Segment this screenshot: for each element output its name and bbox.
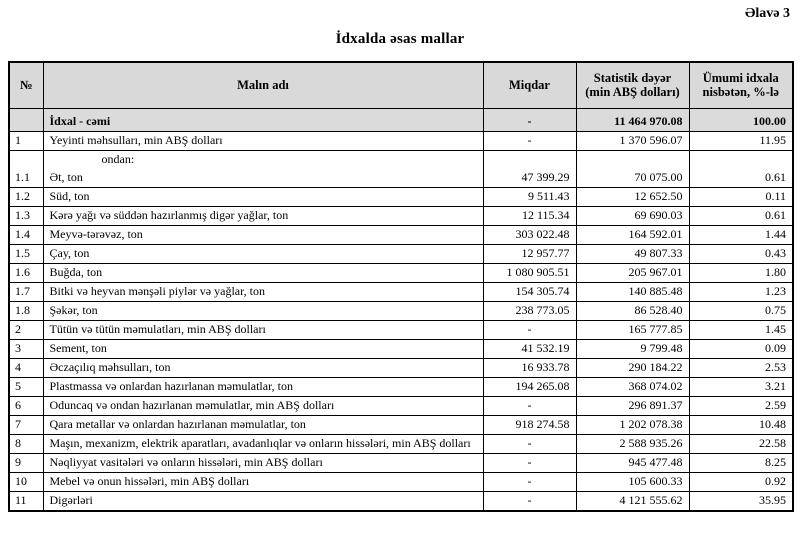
stat-value-cell: 165 777.85	[576, 320, 689, 339]
quantity-cell: -	[483, 472, 576, 491]
goods-name-text: Buğda, ton	[49, 264, 103, 279]
row-number: 1.5	[9, 244, 43, 263]
quantity-cell: -	[483, 491, 576, 511]
pct-share-cell: 100.00	[689, 108, 793, 131]
stat-value-cell: 1 202 078.38	[576, 415, 689, 434]
goods-name	[43, 206, 483, 225]
row-number: 1.2	[9, 187, 43, 206]
stat-value-cell: 49 807.33	[576, 244, 689, 263]
table-row	[9, 150, 793, 187]
pct-share-cell: 0.11	[689, 187, 793, 206]
row-number: 1.4	[9, 225, 43, 244]
goods-name	[43, 320, 483, 339]
goods-name-text: Plastmassa və onlardan hazırlanan məmulatlar, ton	[49, 378, 293, 393]
quantity-cell: -	[483, 108, 576, 131]
goods-name-text: Tütün və tütün məmulatları, min ABŞ dolları	[49, 321, 266, 336]
goods-name	[43, 263, 483, 282]
pct-share-cell: 0.61	[689, 206, 793, 225]
pct-share-cell: 2.53	[689, 358, 793, 377]
quantity-cell: -	[483, 320, 576, 339]
goods-name	[43, 339, 483, 358]
table-row	[9, 244, 793, 263]
stat-value-cell: 11 464 970.08	[576, 108, 689, 131]
pct-share-cell: 0.09	[689, 339, 793, 358]
sub-heading-ondan: ondan:	[101, 151, 135, 166]
goods-name-text: Qara metallar və onlardan hazırlanan məmulatlar, ton	[49, 416, 306, 431]
pct-share-cell: 1.23	[689, 282, 793, 301]
table-row	[9, 263, 793, 282]
goods-name	[43, 472, 483, 491]
imports-table	[8, 61, 794, 512]
row-number: 1.6	[9, 263, 43, 282]
row-number: 8	[9, 434, 43, 453]
goods-name	[43, 131, 483, 150]
goods-name	[43, 434, 483, 453]
quantity-cell: 9 511.43	[483, 187, 576, 206]
stat-value-cell: 70 075.00	[576, 150, 689, 187]
total-row	[9, 108, 793, 131]
quantity-cell: 194 265.08	[483, 377, 576, 396]
stat-value-cell: 296 891.37	[576, 396, 689, 415]
row-number: 1	[9, 131, 43, 150]
pct-share-cell: 0.61	[689, 150, 793, 187]
pct-share-cell: 11.95	[689, 131, 793, 150]
quantity-cell: 154 305.74	[483, 282, 576, 301]
table-row	[9, 320, 793, 339]
pct-share-cell: 1.45	[689, 320, 793, 339]
pct-share-cell: 0.75	[689, 301, 793, 320]
row-number: 4	[9, 358, 43, 377]
pct-share-cell: 1.80	[689, 263, 793, 282]
table-row	[9, 453, 793, 472]
pct-share-cell: 22.58	[689, 434, 793, 453]
quantity-cell: 41 532.19	[483, 339, 576, 358]
pct-share-cell: 0.92	[689, 472, 793, 491]
stat-value-cell: 368 074.02	[576, 377, 689, 396]
stat-value-cell: 205 967.01	[576, 263, 689, 282]
annex-label: Əlavə 3	[745, 6, 790, 21]
goods-name	[43, 453, 483, 472]
stat-value-cell: 945 477.48	[576, 453, 689, 472]
stat-value-cell: 290 184.22	[576, 358, 689, 377]
stat-value-cell: 1 370 596.07	[576, 131, 689, 150]
quantity-cell: -	[483, 131, 576, 150]
table-body	[9, 108, 793, 511]
quantity-cell: -	[483, 396, 576, 415]
table-row	[9, 396, 793, 415]
table-row	[9, 339, 793, 358]
header-name: Malın adı	[43, 62, 483, 108]
goods-name-text: Meyvə-tərəvəz, ton	[49, 226, 143, 241]
table-row	[9, 472, 793, 491]
row-number: 3	[9, 339, 43, 358]
pct-share-cell: 0.43	[689, 244, 793, 263]
header-no: №	[9, 62, 43, 108]
goods-name	[43, 396, 483, 415]
table-row	[9, 225, 793, 244]
pct-share-cell: 3.21	[689, 377, 793, 396]
goods-name	[43, 150, 483, 187]
goods-name-text: Digərləri	[49, 492, 93, 507]
stat-value-cell: 164 592.01	[576, 225, 689, 244]
row-number: 10	[9, 472, 43, 491]
goods-name-text: İdxal - cəmi	[49, 113, 111, 128]
row-number: 11	[9, 491, 43, 511]
goods-name-text: Kərə yağı və süddən hazırlanmış digər yağlar, ton	[49, 207, 289, 222]
goods-name-text: Ət, ton	[49, 169, 83, 184]
table-header-row	[9, 62, 793, 108]
goods-name-text: Şəkər, ton	[49, 302, 98, 317]
quantity-cell: 238 773.05	[483, 301, 576, 320]
table-row	[9, 206, 793, 225]
quantity-cell: 918 274.58	[483, 415, 576, 434]
goods-name-text: Oduncaq və ondan hazırlanan məmulatlar, min ABŞ dolları	[49, 397, 335, 412]
quantity-cell: 47 399.29	[483, 150, 576, 187]
goods-name	[43, 415, 483, 434]
pct-share-cell: 8.25	[689, 453, 793, 472]
table-row	[9, 434, 793, 453]
row-number: 1.7	[9, 282, 43, 301]
quantity-cell: 12 115.34	[483, 206, 576, 225]
pct-share-cell: 2.59	[689, 396, 793, 415]
goods-name-text: Çay, ton	[49, 245, 90, 260]
pct-share-cell: 10.48	[689, 415, 793, 434]
table-row	[9, 415, 793, 434]
goods-name	[43, 282, 483, 301]
stat-value-cell: 86 528.40	[576, 301, 689, 320]
row-number: 6	[9, 396, 43, 415]
goods-name	[43, 108, 483, 131]
quantity-cell: -	[483, 434, 576, 453]
stat-value-cell: 12 652.50	[576, 187, 689, 206]
page-title: İdxalda əsas mallar	[335, 31, 465, 47]
quantity-cell: 12 957.77	[483, 244, 576, 263]
goods-name-text: Bitki və heyvan mənşəli piylər və yağlar, ton	[49, 283, 265, 298]
quantity-cell: 1 080 905.51	[483, 263, 576, 282]
row-number: 7	[9, 415, 43, 434]
goods-name	[43, 225, 483, 244]
row-number: 2	[9, 320, 43, 339]
pct-share-cell: 1.44	[689, 225, 793, 244]
row-number: 5	[9, 377, 43, 396]
table-row	[9, 282, 793, 301]
stat-value-cell: 4 121 555.62	[576, 491, 689, 511]
row-number: 1.8	[9, 301, 43, 320]
table-row	[9, 377, 793, 396]
table-row	[9, 358, 793, 377]
stat-value-cell: 69 690.03	[576, 206, 689, 225]
goods-name-text: Nəqliyyat vasitələri və onların hissələri, min ABŞ dolları	[49, 454, 323, 469]
goods-name	[43, 301, 483, 320]
quantity-cell: -	[483, 453, 576, 472]
table-row	[9, 491, 793, 511]
goods-name-text: Sement, ton	[49, 340, 107, 355]
header-pct: Ümumi idxala nisbətən, %-lə	[689, 62, 793, 108]
goods-name	[43, 187, 483, 206]
row-number: 1.3	[9, 206, 43, 225]
stat-value-cell: 105 600.33	[576, 472, 689, 491]
table-header	[9, 62, 793, 108]
stat-value-cell: 140 885.48	[576, 282, 689, 301]
row-number	[9, 108, 43, 131]
table-row	[9, 131, 793, 150]
table-row	[9, 187, 793, 206]
stat-value-cell: 2 588 935.26	[576, 434, 689, 453]
quantity-cell: 16 933.78	[483, 358, 576, 377]
pct-share-cell: 35.95	[689, 491, 793, 511]
goods-name	[43, 244, 483, 263]
goods-name	[43, 377, 483, 396]
goods-name-text: Mebel və onun hissələri, min ABŞ dolları	[49, 473, 250, 488]
goods-name	[43, 358, 483, 377]
row-number: 9	[9, 453, 43, 472]
stat-value-cell: 9 799.48	[576, 339, 689, 358]
goods-name-text: Süd, ton	[49, 188, 90, 203]
goods-name-text: Yeyinti məhsulları, min ABŞ dolları	[49, 132, 223, 147]
goods-name-text: Maşın, mexanizm, elektrik aparatları, avadanlıqlar və onların hissələri, min ABŞ dolları	[49, 435, 471, 450]
quantity-cell: 303 022.48	[483, 225, 576, 244]
goods-name	[43, 491, 483, 511]
goods-name-text: Əczaçılıq məhsulları, ton	[49, 359, 171, 374]
row-number: 1.1	[9, 150, 43, 187]
header-value: Statistik dəyər (min ABŞ dolları)	[576, 62, 689, 108]
header-quantity: Miqdar	[483, 62, 576, 108]
table-row	[9, 301, 793, 320]
